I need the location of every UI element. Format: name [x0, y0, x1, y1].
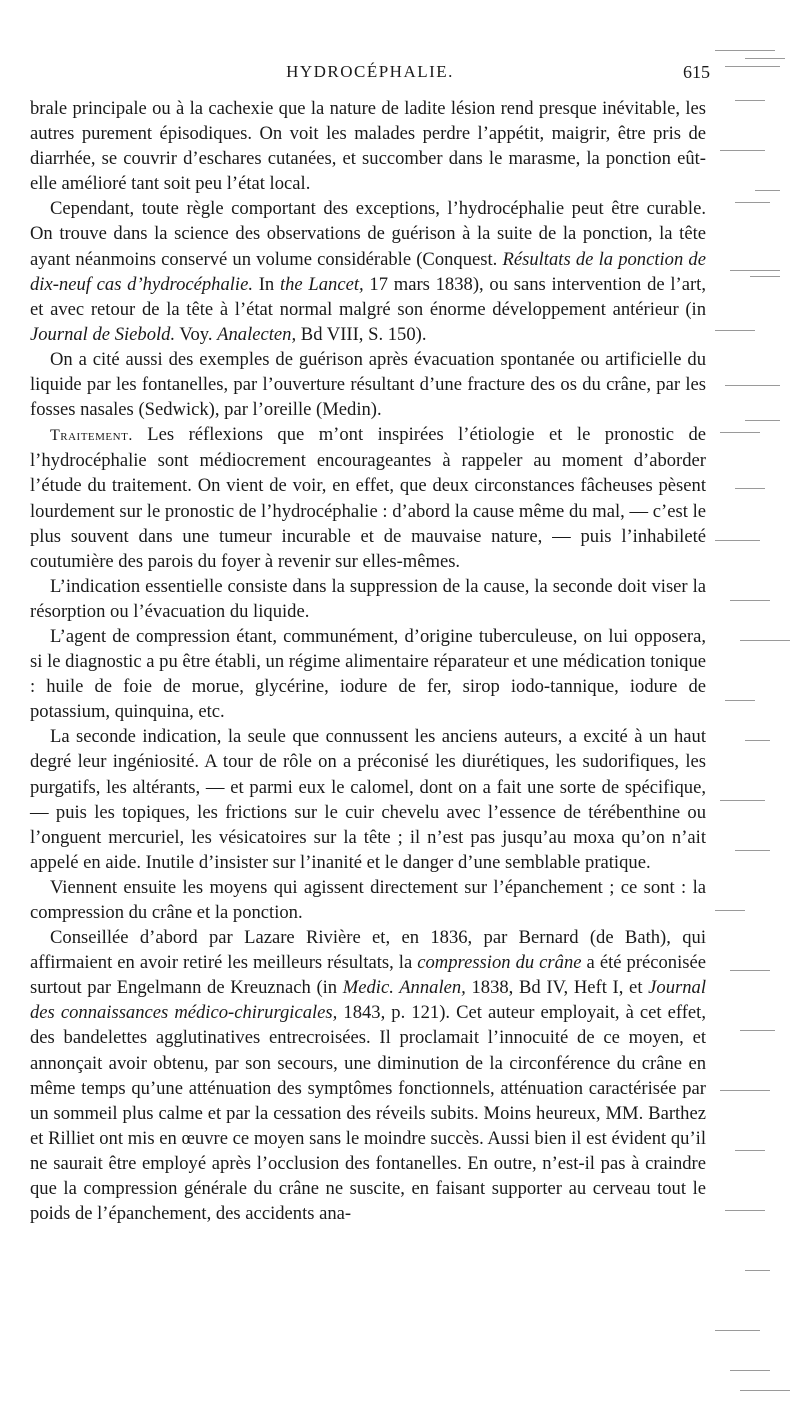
text-run: Voy. — [175, 323, 218, 345]
bleed-mark — [730, 970, 770, 971]
bleed-mark — [755, 190, 780, 191]
bleed-mark — [745, 58, 785, 59]
paragraph — [30, 724, 706, 875]
bleed-mark — [730, 270, 780, 271]
text-run: Viennent ensuite les moyens qui agissent directement sur l’épanchement ; ce sont : la compression du crâne et la ponction. — [30, 876, 706, 923]
margin-bleed-through — [715, 40, 795, 1400]
bleed-mark — [735, 850, 770, 851]
bleed-mark — [730, 600, 770, 601]
italic-citation: compression du crâne — [417, 952, 582, 974]
italic-citation: Résultats de la ponction de dix-neuf cas d’hydrocéphalie. — [30, 248, 706, 295]
bleed-mark — [725, 66, 780, 67]
text-run: 1843, p. 121). Cet auteur employait, à cet effet, des bandelettes agglutinatives entrecroisées. Il proclamait l’innocuité de ce moyen, et annonçait avoir obtenu, par son secours, une diminution de la circonférence du crâne en même temps qu’une atténuation des symptômes fonctionnels, atténuation caractérisée par un sommeil plus calme et par la cessation des réveils subits. Moins heureux, MM. Barthez et Rilliet ont mis en œuvre ce moyen sans le moindre succès. Aussi bien il est évident qu’il ne saurait être employé après l’occlusion des fontanelles. En outre, n’est-il pas à craindre que la compression générale du crâne ne suscite, en faisant supporter au cerveau tout le poids de l’épanchement, des accidents ana- — [30, 1002, 706, 1225]
body-text — [30, 96, 706, 1226]
text-run: L’indication essentielle consiste dans la suppression de la cause, la seconde doit viser la résorption ou l’évacuation du liquide. — [30, 575, 706, 622]
paragraph — [30, 925, 706, 1226]
text-run: Cependant, toute règle comportant des exceptions, l’hydrocéphalie peut être curable. On trouve dans la science des observations de guérison à la suite de la ponction, la tête ayant néanmoins conservé un volume considérable (Conquest. — [30, 198, 706, 270]
text-run: a été préconisée surtout par Engelmann de Kreuznach (in — [30, 952, 707, 999]
text-run: brale principale ou à la cachexie que la nature de ladite lésion rend presque inévitable, les autres purement épisodiques. On voit les malades perdre l’appétit, maigrir, être pris de diarrhée, se couvrir d’eschares cutanées, et succomber dans le marasme, la ponction eût-elle amélioré tant soit peu l’état local. — [30, 98, 706, 195]
bleed-mark — [715, 540, 760, 541]
text-run: In — [253, 273, 280, 295]
bleed-mark — [715, 330, 755, 331]
bleed-mark — [715, 910, 745, 911]
italic-citation: Journal de Siebold. — [30, 323, 176, 345]
italic-citation: the Lancet, — [279, 273, 364, 295]
bleed-mark — [735, 100, 765, 101]
page-header — [30, 62, 710, 86]
bleed-mark — [720, 150, 765, 151]
text-run: Conseillée d’abord par Lazare Rivière et, en 1836, par Bernard (de Bath), qui affirmaient en avoir retiré les meilleurs résultats, la — [30, 927, 706, 974]
text-run: 1838, Bd IV, Heft I, et — [465, 977, 649, 999]
paragraph — [30, 875, 706, 925]
paragraph — [30, 347, 706, 422]
text-run: 17 mars 1838), ou sans intervention de l’art, et avec retour de la tête à l’état normal malgré son énorme développement antérieur (in — [30, 273, 706, 320]
running-title: HYDROCÉPHALIE. — [286, 62, 454, 81]
text-run: L’agent de compression étant, communément, d’origine tuberculeuse, on lui opposera, si le diagnostic a pu être établi, un régime alimentaire réparateur et une médication tonique : huile de foie de morue, glycérine, iodure de fer, sirop iodo-tannique, iodure de potassium, quinquina, etc. — [30, 625, 706, 723]
bleed-mark — [720, 1090, 770, 1091]
bleed-mark — [750, 276, 780, 277]
paragraph — [30, 196, 706, 347]
text-run: Les réflexions que m’ont inspirées l’étiologie et le pronostic de l’hydrocéphalie sont médiocrement encourageantes à rappeler au moment d’aborder l’étude du traitement. On vient de voir, en effet, que deux circonstances fâcheuses pèsent lourdement sur le pronostic de l’hydrocéphalie : d’abord la cause même du mal, — c’est le plus souvent dans une tumeur incurable et de mauvaise nature, — puis l’inhabileté coutumière des parois du foyer à revenir sur elles-mêmes. — [30, 424, 706, 572]
bleed-mark — [740, 640, 790, 641]
bleed-mark — [720, 432, 760, 433]
text-run: La seconde indication, la seule que connussent les anciens auteurs, a excité à un haut degré leur ingéniosité. A tour de rôle on a préconisé les diurétiques, les sudorifiques, les purgatifs, les altérants, — et parmi eux le calomel, dont on a fait une sorte de spécifique, — puis les topiques, les frictions sur le cuir chevelu avec l’essence de térébenthine ou l’onguent mercuriel, les vésicatoires sur la tête ; il n’est pas jusqu’au moxa qu’on n’ait appelé en aide. Inutile d’insister sur l’inanité et le danger d’une semblable pratique. — [30, 726, 706, 873]
text-run: Bd VIII, S. 150). — [296, 323, 427, 345]
paragraph — [30, 96, 706, 196]
bleed-mark — [720, 800, 765, 801]
italic-citation: Journal des connaissances médico-chirurgicales, — [30, 977, 706, 1024]
section-heading: Traitement. — [50, 427, 133, 445]
paragraph — [30, 574, 706, 624]
text-run: On a cité aussi des exemples de guérison après évacuation spontanée ou artificielle du liquide par les fontanelles, par l’ouverture résultant d’une fracture des os du crâne, par les fosses nasales (Sedwick), par l’oreille (Medin). — [30, 348, 706, 421]
bleed-mark — [745, 1270, 770, 1271]
bleed-mark — [745, 740, 770, 741]
bleed-mark — [735, 202, 770, 203]
bleed-mark — [725, 1210, 765, 1211]
paragraph — [30, 624, 706, 724]
bleed-mark — [735, 1150, 765, 1151]
bleed-mark — [725, 700, 755, 701]
bleed-mark — [740, 1390, 790, 1391]
bleed-mark — [740, 1030, 775, 1031]
bleed-mark — [730, 1370, 770, 1371]
bleed-mark — [715, 50, 775, 51]
bleed-mark — [725, 385, 780, 386]
paragraph — [30, 422, 706, 574]
bleed-mark — [715, 1330, 760, 1331]
italic-citation: Medic. Annalen, — [342, 977, 466, 999]
bleed-mark — [745, 420, 780, 421]
italic-citation: Analecten, — [217, 323, 297, 345]
page-number: 615 — [683, 62, 710, 82]
bleed-mark — [735, 488, 765, 489]
